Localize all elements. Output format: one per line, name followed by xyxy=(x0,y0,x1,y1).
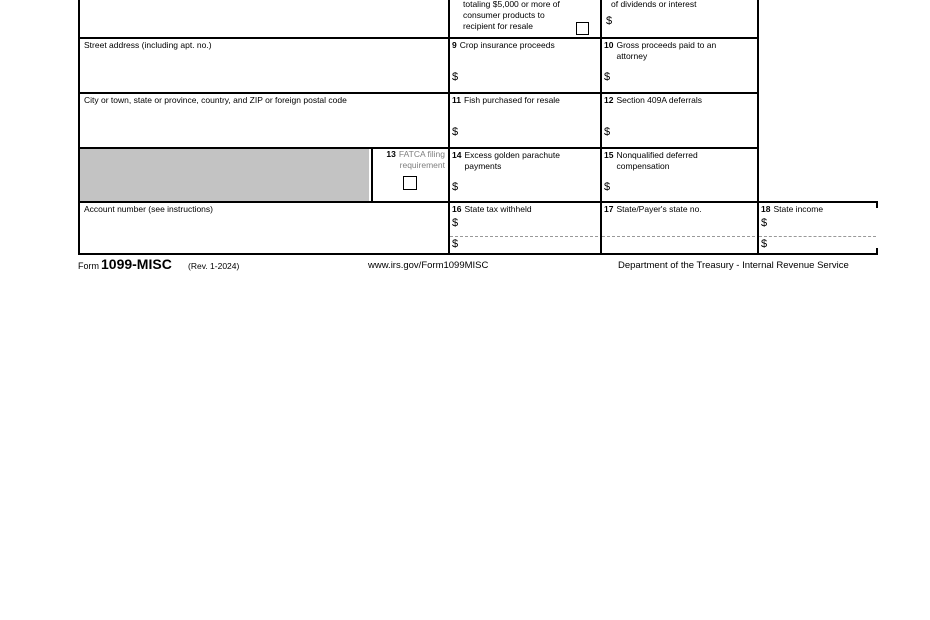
form-number-title: 1099-MISC xyxy=(101,256,172,272)
box12-dollar-sign: $ xyxy=(604,126,611,138)
row-divider-4 xyxy=(78,201,878,203)
box10-label: 10 Gross proceeds paid to an attorney xyxy=(604,40,717,61)
row-divider-2 xyxy=(78,92,759,94)
box14-label: 14 Excess golden parachute payments xyxy=(452,150,560,171)
box7-continuation-text: totaling $5,000 or more of consumer products to recipient for resale xyxy=(463,0,560,31)
box8-continuation-text: of dividends or interest xyxy=(611,0,697,9)
account-number-label: Account number (see instructions) xyxy=(84,204,213,214)
street-address-label: Street address (including apt. no.) xyxy=(84,40,212,50)
box15-label: 15 Nonqualified deferred compensation xyxy=(604,150,698,171)
box14-dollar-sign: $ xyxy=(452,181,459,193)
city-state-zip-label: City or town, state or province, country, and ZIP or foreign postal code xyxy=(84,95,347,105)
shaded-cell xyxy=(80,149,369,201)
box16-dollar-sign-1: $ xyxy=(452,217,459,229)
treasury-department-label: Department of the Treasury - Internal Revenue Service xyxy=(618,260,849,271)
box9-dollar-sign: $ xyxy=(452,71,459,83)
form-bottom-border xyxy=(78,253,878,255)
box13-label: 13 FATCA filing requirement xyxy=(386,149,445,170)
fatca-checkbox[interactable] xyxy=(403,176,417,190)
box12-label: 12 Section 409A deferrals xyxy=(604,95,702,105)
box10-dollar-sign: $ xyxy=(604,71,611,83)
box8-dollar-sign: $ xyxy=(606,15,613,27)
box16-dollar-sign-2: $ xyxy=(452,238,459,250)
form-word: Form xyxy=(78,261,99,271)
box18-dollar-sign-1: $ xyxy=(761,217,768,229)
box17-dashed-separator xyxy=(602,236,755,237)
box17-label: 17 State/Payer's state no. xyxy=(604,204,702,214)
box9-label: 9 Crop insurance proceeds xyxy=(452,40,555,50)
box11-label: 11 Fish purchased for resale xyxy=(452,95,560,105)
box11-dollar-sign: $ xyxy=(452,126,459,138)
direct-sales-checkbox[interactable] xyxy=(576,22,589,35)
box18-dashed-separator xyxy=(759,236,876,237)
box18-dollar-sign-2: $ xyxy=(761,238,768,250)
row-divider-1 xyxy=(78,37,759,39)
box15-dollar-sign: $ xyxy=(604,181,611,193)
form-revision: (Rev. 1-2024) xyxy=(188,261,240,271)
box16-label: 16 State tax withheld xyxy=(452,204,532,214)
box18-label: 18 State income xyxy=(761,204,824,214)
box16-dashed-separator xyxy=(450,236,598,237)
irs-url: www.irs.gov/Form1099MISC xyxy=(368,260,489,271)
